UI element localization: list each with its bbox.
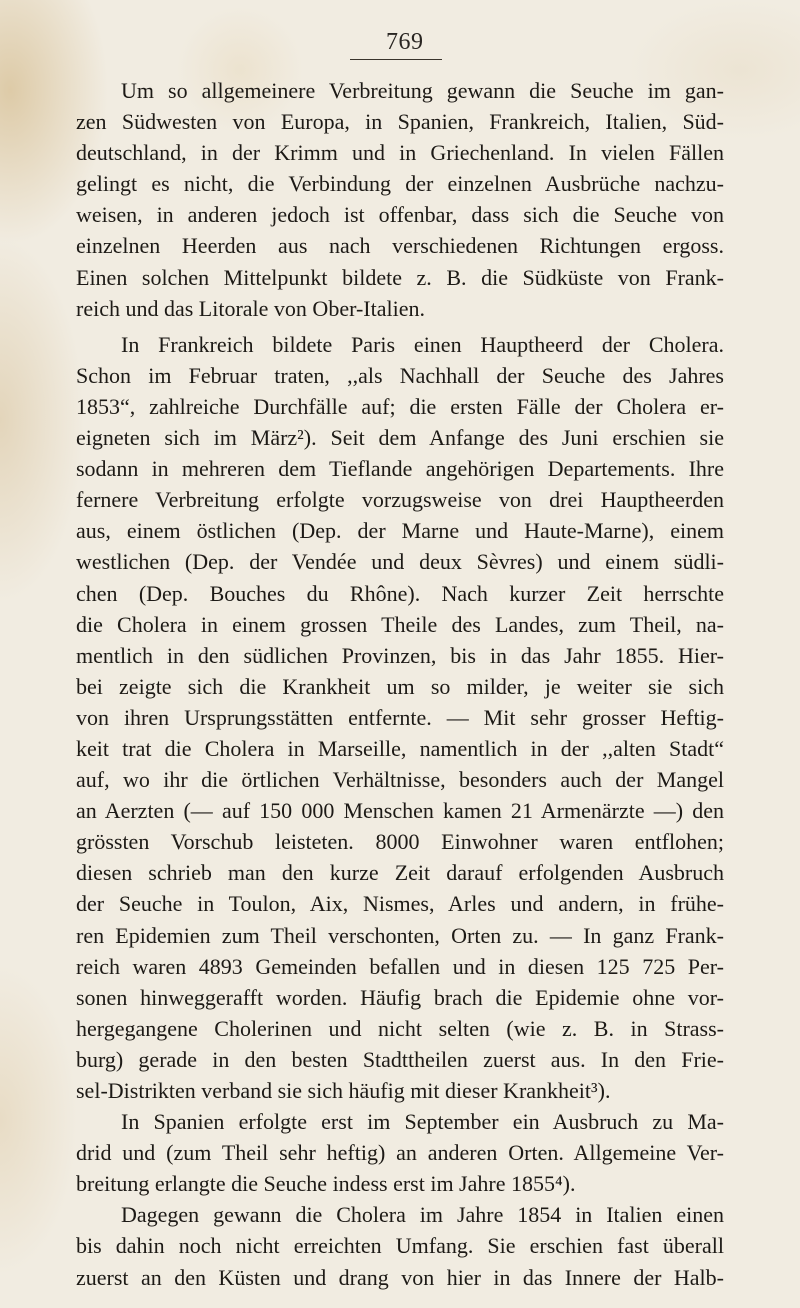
text-line: diesen schrieb man den kurze Zeit darauf erfolgenden Ausbruch xyxy=(76,860,724,886)
paragraph-3 xyxy=(76,1106,724,1199)
text-line: die Cholera in einem grossen Theile des Landes, zum Theil, na- xyxy=(76,611,724,637)
text-line: aus, einem östlichen (Dep. der Marne und Haute-Marne), einem xyxy=(76,518,724,544)
text-line: sonen hinweggerafft worden. Häufig brach die Epidemie ohne vor- xyxy=(76,984,724,1010)
text-line: der Seuche in Toulon, Aix, Nismes, Arles und andern, in frühe- xyxy=(76,891,724,917)
text-line: von ihren Ursprungsstätten entfernte. — Mit sehr grosser Heftig- xyxy=(76,704,724,730)
text-line: In Frankreich bildete Paris einen Hauptheerd der Cholera. xyxy=(121,331,724,357)
text-line: drid und (zum Theil sehr heftig) an anderen Orten. Allgemeine Ver- xyxy=(76,1140,724,1166)
text-line: chen (Dep. Bouches du Rhône). Nach kurzer Zeit herrschte xyxy=(76,580,724,606)
text-line: 1853“, zahlreiche Durchfälle auf; die ersten Fälle der Cholera er- xyxy=(76,393,724,419)
text-line: auf, wo ihr die örtlichen Verhältnisse, besonders auch der Mangel xyxy=(76,767,724,793)
text-line: Dagegen gewann die Cholera im Jahre 1854 in Italien einen xyxy=(121,1202,724,1228)
paragraph-1 xyxy=(76,75,724,324)
paragraph-2 xyxy=(76,329,724,1106)
text-line: zen Südwesten von Europa, in Spanien, Frankreich, Italien, Süd- xyxy=(76,109,724,135)
text-line: bis dahin noch nicht erreichten Umfang. Sie erschien fast überall xyxy=(76,1233,724,1259)
text-line: weisen, in anderen jedoch ist offenbar, dass sich die Seuche von xyxy=(76,202,724,228)
text-line: sel-Distrikten verband sie sich häufig mit dieser Krankheit³). xyxy=(76,1078,611,1103)
text-line: zuerst an den Küsten und drang von hier in das Innere der Halb- xyxy=(76,1264,724,1290)
page-number: 769 xyxy=(386,29,424,55)
text-line: ren Epidemien zum Theil verschonten, Orten zu. — In ganz Frank- xyxy=(76,922,724,948)
text-line: Schon im Februar traten, ,,als Nachhall der Seuche des Jahres xyxy=(76,362,724,388)
text-line: einzelnen Heerden aus nach verschiedenen Richtungen ergoss. xyxy=(76,233,724,259)
text-line: grössten Vorschub leisteten. 8000 Einwohner waren entflohen; xyxy=(76,829,724,855)
text-line: gelingt es nicht, die Verbindung der einzelnen Ausbrüche nachzu- xyxy=(76,171,724,197)
text-line: reich und das Litorale von Ober-Italien. xyxy=(76,295,425,321)
text-line: sodann in mehreren dem Tieflande angehörigen Departements. Ihre xyxy=(76,456,724,482)
text-line: bei zeigte sich die Krankheit um so milder, je weiter sie sich xyxy=(76,673,724,699)
text-line: mentlich in den südlichen Provinzen, bis in das Jahr 1855. Hier- xyxy=(76,642,724,668)
text-line: Einen solchen Mittelpunkt bildete z. B. die Südküste von Frank- xyxy=(76,264,724,290)
text-line: fernere Verbreitung erfolgte vorzugsweise von drei Hauptheerden xyxy=(76,487,724,513)
text-line: eigneten sich im März²). Seit dem Anfange des Juni erschien sie xyxy=(76,425,724,451)
text-line: westlichen (Dep. der Vendée und deux Sèvres) und einem südli- xyxy=(76,549,724,575)
text-line: hergegangene Cholerinen und nicht selten (wie z. B. in Strass- xyxy=(76,1015,724,1041)
text-line: breitung erlangte die Seuche indess erst im Jahre 1855⁴). xyxy=(76,1171,576,1197)
text-line: In Spanien erfolgte erst im September ein Ausbruch zu Ma- xyxy=(121,1109,724,1135)
body-text xyxy=(76,75,724,1293)
text-line: keit trat die Cholera in Marseille, namentlich in der ,,alten Stadt“ xyxy=(76,735,724,761)
text-line: burg) gerade in den besten Stadttheilen zuerst aus. In den Frie- xyxy=(76,1046,724,1072)
paragraph-4 xyxy=(76,1199,724,1292)
text-line: an Aerzten (— auf 150 000 Menschen kamen 21 Armenärzte —) den xyxy=(76,798,724,824)
header-rule xyxy=(350,59,442,60)
text-line: reich waren 4893 Gemeinden befallen und in diesen 125 725 Per- xyxy=(76,953,724,979)
text-line: deutschland, in der Krimm und in Griechenland. In vielen Fällen xyxy=(76,140,724,166)
text-line: Um so allgemeinere Verbreitung gewann die Seuche im gan- xyxy=(121,78,724,103)
